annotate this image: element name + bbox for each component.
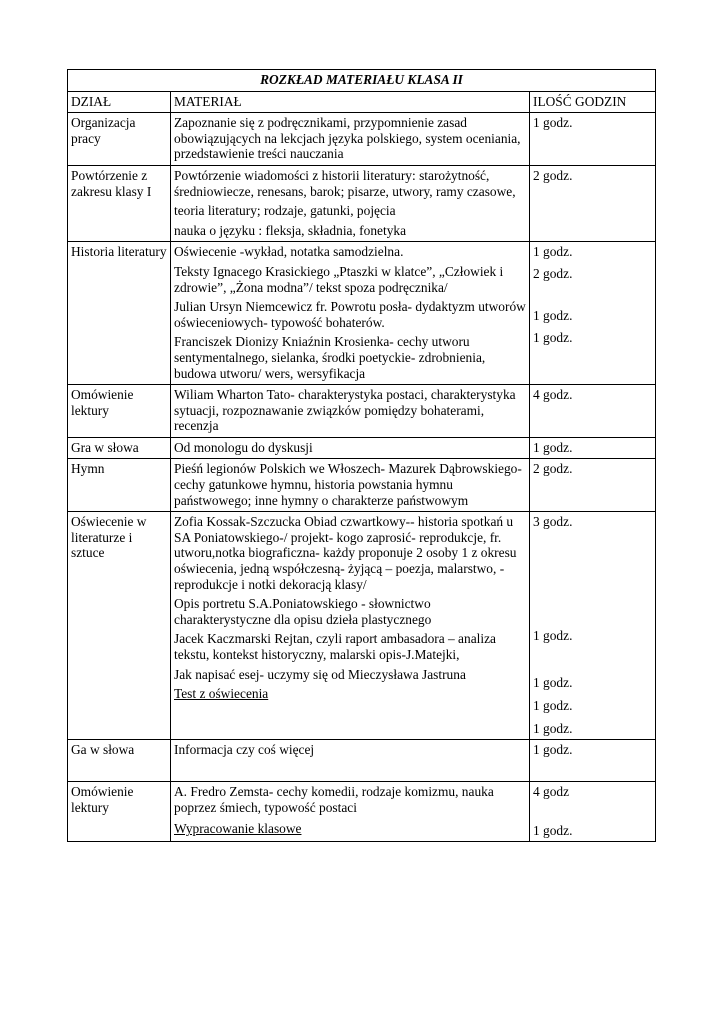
hours-value: 2 godz. [533, 265, 573, 281]
table-row [68, 782, 656, 842]
material-item: Oświecenie -wykład, notatka samodzielna. [174, 244, 404, 260]
material-cell [171, 385, 530, 438]
hours-value: 4 godz [533, 784, 570, 800]
material-item: Zapoznanie się z podręcznikami, przypomnienie zasad obowiązujących na lekcjach języka polskiego, system oceniania, przedstawienie treści nauczania [174, 115, 521, 162]
material-item: Jacek Kaczmarski Rejtan, czyli raport ambasadora – analiza tekstu, kontekst historyczny, malarski opis-J.Matejki, [174, 631, 496, 662]
table-row [68, 437, 656, 459]
dzial-cell: Organizacja pracy [68, 113, 171, 166]
hours-cell [530, 512, 656, 740]
material-cell [171, 459, 530, 512]
material-item: Franciszek Dionizy Kniaźnin Krosienka- cechy utworu sentymentalnego, sielanka, środki poetyckie- zdrobnienia, budowa utworu/ wers, wersyfikacja [174, 334, 486, 381]
material-item: Zofia Kossak-Szczucka Obiad czwartkowy-- historia spotkań u SA Poniatowskiego-/ projekt- kogo zaprosić- reprodukcje, fr. utworu,notka biograficzna- każdy proponuje 2 osoby 1 z okresu oświecenia, jedną współczesną- żyjącą – poezja, malarstwo, - reprodukcje i notki dekoracją klasy/ [174, 514, 517, 592]
material-item: nauka o języku : fleksja, składnia, fonetyka [174, 222, 407, 238]
dzial-cell: Ga w słowa [68, 740, 171, 782]
material-cell [171, 740, 530, 782]
table-row [68, 459, 656, 512]
material-item: Julian Ursyn Niemcewicz fr. Powrotu posła- dydaktyzm utworów oświeceniowych- typowość bohaterów. [174, 299, 526, 330]
material-item: Pieśń legionów Polskich we Włoszech- Mazurek Dąbrowskiego- cechy gatunkowe hymnu, historia powstania hymnu państwowego; inne hymny o charakterze państwowym [174, 461, 522, 508]
hours-value: 1 godz. [533, 307, 573, 323]
hours-cell [530, 459, 656, 512]
header-row [68, 91, 656, 113]
material-item: Powtórzenie wiadomości z historii literatury: starożytność, średniowiecze, renesans, barok; pisarze, utwory, ramy czasowe, [174, 167, 516, 199]
header-material: MATERIAŁ [171, 91, 530, 113]
dzial-cell: Hymn [68, 459, 171, 512]
hours-cell [530, 165, 656, 241]
dzial-cell: Omówienie lektury [68, 385, 171, 438]
table-row [68, 165, 656, 241]
hours-cell [530, 437, 656, 459]
material-cell [171, 113, 530, 166]
material-item: Jak napisać esej- uczymy się od Mieczysława Jastruna [174, 666, 466, 682]
material-item: Wypracowanie klasowe [174, 821, 302, 837]
hours-value: 3 godz. [533, 514, 573, 530]
table-row [68, 740, 656, 782]
hours-value: 1 godz. [533, 115, 573, 131]
header-dzial: DZIAŁ [68, 91, 171, 113]
material-item: teoria literatury; rodzaje, gatunki, pojęcia [174, 203, 396, 219]
hours-value: 1 godz. [533, 330, 573, 346]
hours-value: 2 godz. [533, 461, 573, 477]
material-item: Test z oświecenia [174, 686, 269, 702]
hours-value: 2 godz. [533, 167, 573, 183]
dzial-cell: Gra w słowa [68, 437, 171, 459]
material-item: Informacja czy coś więcej [174, 742, 315, 758]
hours-cell [530, 782, 656, 842]
hours-value: 1 godz. [533, 742, 573, 758]
dzial-cell: Oświecenie w literaturze i sztuce [68, 512, 171, 740]
table-row [68, 242, 656, 385]
header-godziny: ILOŚĆ GODZIN [530, 91, 656, 113]
hours-value: 1 godz. [533, 244, 573, 260]
material-cell [171, 782, 530, 842]
material-plan-table [67, 69, 656, 842]
dzial-cell: Historia literatury [68, 242, 171, 385]
title-row [68, 70, 656, 92]
material-cell [171, 242, 530, 385]
material-item: Opis portretu S.A.Poniatowskiego - słownictwo charakterystyczne dla opisu dzieła plastycznego [174, 596, 432, 627]
material-cell [171, 512, 530, 740]
table-row [68, 113, 656, 166]
hours-value: 1 godz. [533, 675, 573, 691]
material-item: Wiliam Wharton Tato- charakterystyka postaci, charakterystyka sytuacji, rozpoznawanie związków pomiędzy bohaterami, recenzja [174, 387, 516, 434]
material-cell [171, 165, 530, 241]
hours-value: 1 godz. [533, 698, 573, 714]
document-title: ROZKŁAD MATERIAŁU KLASA II [68, 70, 656, 92]
hours-value: 1 godz. [533, 720, 573, 736]
hours-cell [530, 740, 656, 782]
material-cell [171, 437, 530, 459]
dzial-cell: Omówienie lektury [68, 782, 171, 842]
hours-value: 4 godz. [533, 387, 573, 403]
hours-cell [530, 385, 656, 438]
dzial-cell: Powtórzenie z zakresu klasy I [68, 165, 171, 241]
hours-cell [530, 242, 656, 385]
hours-value: 1 godz. [533, 627, 573, 643]
table-row [68, 512, 656, 740]
hours-value: 1 godz. [533, 822, 573, 838]
material-item: Od monologu do dyskusji [174, 439, 313, 455]
table-row [68, 385, 656, 438]
material-item: Teksty Ignacego Krasickiego „Ptaszki w klatce”, „Człowiek i zdrowie”, „Żona modna”/ tekst spoza podręcznika/ [174, 263, 504, 295]
material-item: A. Fredro Zemsta- cechy komedii, rodzaje komizmu, nauka poprzez śmiech, typowość postaci [174, 784, 494, 815]
hours-value: 1 godz. [533, 439, 573, 455]
hours-cell [530, 113, 656, 166]
